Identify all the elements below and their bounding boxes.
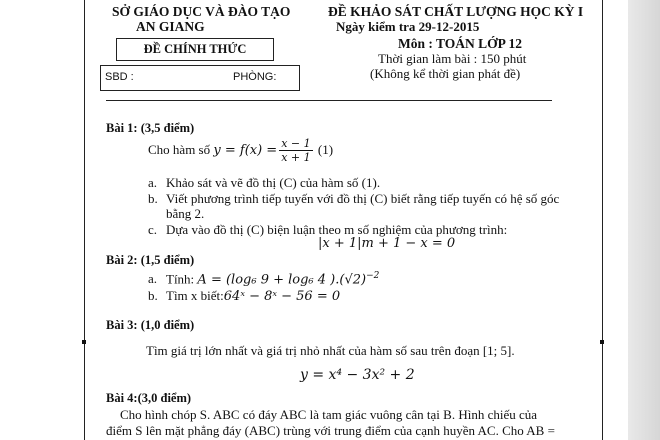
- exam-duration-note: (Không kể thời gian phát đề): [370, 66, 521, 81]
- problem-4-heading: Bài 4:(3,0 điểm): [106, 391, 192, 405]
- left-resize-handle[interactable]: [82, 340, 86, 344]
- problem-1c-label: c.: [148, 222, 158, 237]
- problem-1a-text: Khảo sát và vẽ đồ thị (C) của hàm số (1).: [166, 175, 381, 190]
- problem-2b-expr: 64ˣ − 8ˣ − 56 = 0: [223, 289, 341, 304]
- page-right-border: [602, 0, 603, 440]
- problem-4-line2: điểm S lên mặt phẳng đáy (ABC) trùng với trung điểm của cạnh huyền AC. Cho AB =: [106, 423, 555, 438]
- exam-title: ĐỀ KHẢO SÁT CHẤT LƯỢNG HỌC KỲ I: [328, 4, 584, 19]
- problem-2a-expression: [166, 271, 379, 287]
- page-left-border: [84, 0, 85, 440]
- sbd-label: SBD :: [105, 71, 134, 83]
- problem-1a-label: a.: [148, 175, 158, 190]
- problem-1-heading: Bài 1: (3,5 điểm): [106, 121, 195, 135]
- fraction-numerator: x − 1: [281, 136, 311, 150]
- problem-2a-exponent: −2: [366, 271, 380, 281]
- problem-2a-expr: A = (log₆ 9 + log₆ 4 ).(√2): [197, 272, 367, 288]
- problem-1-tag: (1): [317, 142, 334, 157]
- problem-3-text: Tìm giá trị lớn nhất và giá trị nhỏ nhất của hàm số sau trên đoạn [1; 5].: [146, 343, 515, 358]
- exam-date: Ngày kiểm tra 29-12-2015: [336, 19, 480, 34]
- problem-1c-text: Dựa vào đồ thị (C) biện luận theo m số nghiệm của phương trình:: [166, 222, 508, 237]
- exam-duration: Thời gian làm bài : 150 phút: [378, 51, 527, 66]
- problem-3-equation: y = x⁴ − 3x² + 2: [300, 367, 415, 383]
- problem-2a-prefix: Tính:: [166, 271, 195, 287]
- province-name: AN GIANG: [136, 19, 205, 34]
- problem-1-func-lhs: y = f(x) =: [213, 142, 278, 158]
- problem-1b-text-line2: bằng 2.: [166, 206, 205, 221]
- window-scrollbar-area[interactable]: [628, 0, 660, 440]
- problem-1b-text-line1: Viết phương trình tiếp tuyến với đồ thị (C) biết rằng tiếp tuyến có hệ số góc: [166, 191, 560, 206]
- fraction-denominator: x + 1: [281, 150, 311, 164]
- header-divider: [106, 100, 552, 101]
- exam-subject: Môn : TOÁN LỚP 12: [398, 36, 523, 51]
- problem-2b-label: b.: [148, 288, 158, 303]
- problem-1-function: [148, 134, 333, 166]
- problem-1b-label: b.: [148, 191, 158, 206]
- problem-2b-prefix: Tìm x biết:: [166, 288, 224, 303]
- room-label: PHÒNG:: [233, 71, 277, 83]
- problem-1c-equation: |x + 1|m + 1 − x = 0: [318, 236, 456, 251]
- official-exam-label: ĐỀ CHÍNH THỨC: [143, 42, 247, 56]
- problem-2a-label: a.: [148, 271, 158, 286]
- problem-1-intro: Cho hàm số: [148, 142, 211, 157]
- problem-2b-expression: [166, 288, 340, 304]
- candidate-info-box: [100, 65, 300, 91]
- problem-3-heading: Bài 3: (1,0 điểm): [106, 318, 195, 332]
- official-exam-box: [116, 38, 274, 61]
- department-name: SỞ GIÁO DỤC VÀ ĐÀO TẠO: [112, 4, 291, 19]
- problem-1-fraction: [279, 137, 312, 164]
- problem-2-heading: Bài 2: (1,5 điểm): [106, 253, 195, 267]
- problem-4-line1: Cho hình chóp S. ABC có đáy ABC là tam giác vuông cân tại B. Hình chiếu của: [120, 407, 538, 422]
- right-resize-handle[interactable]: [600, 340, 604, 344]
